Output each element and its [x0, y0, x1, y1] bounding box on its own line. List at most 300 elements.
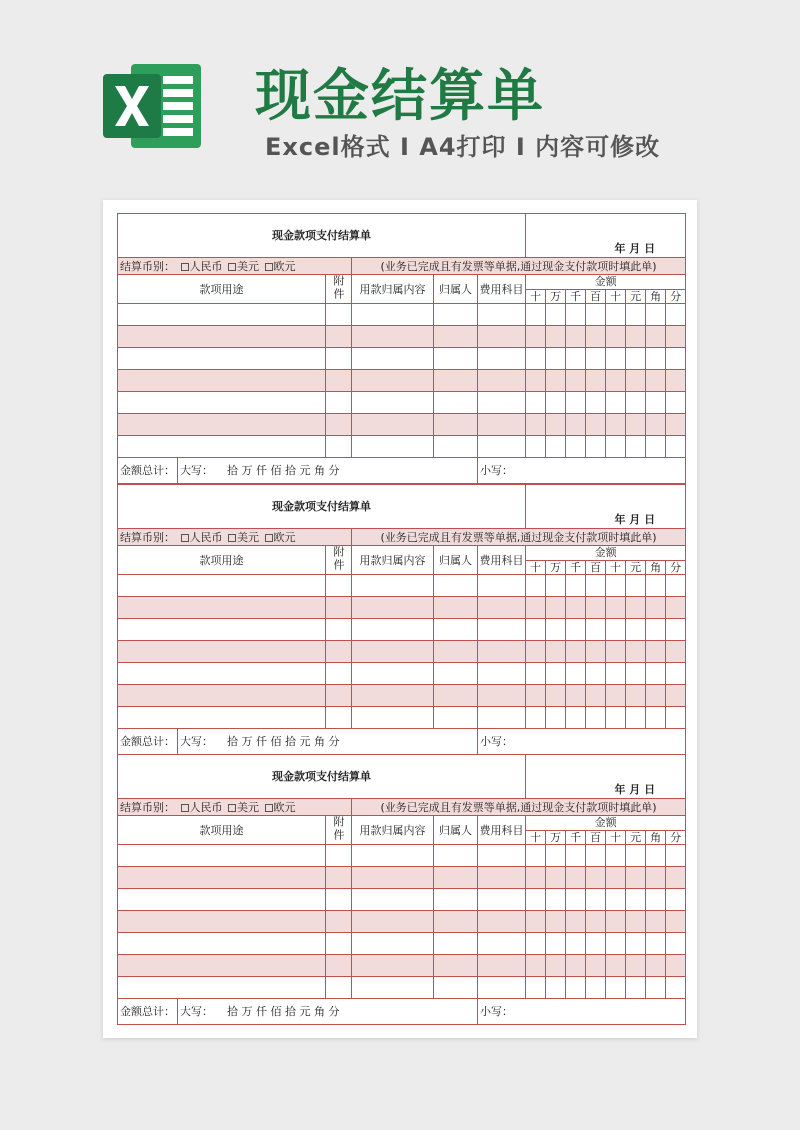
table-cell[interactable]	[646, 663, 666, 685]
table-cell[interactable]	[352, 911, 434, 933]
table-cell[interactable]	[566, 597, 586, 619]
table-cell[interactable]	[526, 326, 546, 348]
table-cell[interactable]	[646, 304, 666, 326]
table-cell[interactable]	[666, 348, 686, 370]
currency-checkbox[interactable]	[181, 804, 189, 812]
table-cell[interactable]	[586, 977, 606, 999]
table-cell[interactable]	[646, 911, 666, 933]
table-cell[interactable]	[546, 619, 566, 641]
table-cell[interactable]	[646, 348, 666, 370]
table-cell[interactable]	[326, 575, 352, 597]
table-cell[interactable]	[434, 977, 478, 999]
table-cell[interactable]	[566, 575, 586, 597]
table-cell[interactable]	[666, 414, 686, 436]
table-cell[interactable]	[606, 641, 626, 663]
table-cell[interactable]	[586, 955, 606, 977]
table-cell[interactable]	[118, 911, 326, 933]
table-cell[interactable]	[546, 911, 566, 933]
table-cell[interactable]	[546, 370, 566, 392]
table-cell[interactable]	[646, 977, 666, 999]
table-cell[interactable]	[526, 845, 546, 867]
table-cell[interactable]	[526, 436, 546, 458]
table-cell[interactable]	[478, 977, 526, 999]
table-cell[interactable]	[478, 911, 526, 933]
table-cell[interactable]	[566, 641, 586, 663]
table-cell[interactable]	[626, 392, 646, 414]
table-cell[interactable]	[586, 641, 606, 663]
table-cell[interactable]	[526, 619, 546, 641]
table-cell[interactable]	[434, 685, 478, 707]
table-cell[interactable]	[626, 955, 646, 977]
table-cell[interactable]	[434, 392, 478, 414]
table-cell[interactable]	[478, 597, 526, 619]
table-cell[interactable]	[526, 955, 546, 977]
table-cell[interactable]	[626, 867, 646, 889]
table-cell[interactable]	[352, 685, 434, 707]
table-cell[interactable]	[326, 707, 352, 729]
digit-header: 十	[606, 289, 626, 304]
table-cell[interactable]	[526, 867, 546, 889]
table-cell[interactable]	[526, 348, 546, 370]
table-cell[interactable]	[606, 392, 626, 414]
table-cell[interactable]	[606, 845, 626, 867]
table-cell[interactable]	[606, 304, 626, 326]
table-cell[interactable]	[626, 619, 646, 641]
currency-checkbox[interactable]	[265, 804, 273, 812]
table-cell[interactable]	[606, 370, 626, 392]
table-cell[interactable]	[586, 707, 606, 729]
table-cell[interactable]	[646, 933, 666, 955]
table-cell[interactable]	[626, 597, 646, 619]
table-cell[interactable]	[434, 933, 478, 955]
table-cell[interactable]	[526, 575, 546, 597]
currency-checkbox[interactable]	[228, 804, 236, 812]
col-subject-header: 费用科目	[478, 275, 526, 304]
table-cell[interactable]	[352, 707, 434, 729]
table-cell[interactable]	[526, 663, 546, 685]
table-cell[interactable]	[118, 304, 326, 326]
table-cell[interactable]	[352, 889, 434, 911]
table-cell[interactable]	[586, 889, 606, 911]
table-cell[interactable]	[666, 370, 686, 392]
table-cell[interactable]	[326, 619, 352, 641]
table-cell[interactable]	[478, 663, 526, 685]
table-cell[interactable]	[478, 889, 526, 911]
table-cell[interactable]	[118, 575, 326, 597]
table-cell[interactable]	[352, 326, 434, 348]
table-cell[interactable]	[626, 707, 646, 729]
table-cell[interactable]	[478, 933, 526, 955]
table-cell[interactable]	[566, 392, 586, 414]
table-cell[interactable]	[586, 619, 606, 641]
table-cell[interactable]	[566, 685, 586, 707]
table-cell[interactable]	[586, 685, 606, 707]
table-cell[interactable]	[478, 436, 526, 458]
table-cell[interactable]	[326, 889, 352, 911]
lower-label: 小写：	[480, 1005, 513, 1018]
currency-checkbox[interactable]	[228, 534, 236, 542]
table-cell[interactable]	[546, 436, 566, 458]
table-cell[interactable]	[434, 867, 478, 889]
table-cell[interactable]	[626, 933, 646, 955]
table-cell[interactable]	[326, 685, 352, 707]
table-cell[interactable]	[646, 685, 666, 707]
lower-label: 小写：	[480, 464, 513, 477]
table-cell[interactable]	[626, 370, 646, 392]
table-cell[interactable]	[326, 348, 352, 370]
currency-checkbox[interactable]	[181, 534, 189, 542]
table-cell[interactable]	[666, 597, 686, 619]
form-date[interactable]: 年 月 日	[526, 755, 686, 799]
table-cell[interactable]	[606, 889, 626, 911]
table-cell[interactable]	[478, 641, 526, 663]
table-cell[interactable]	[586, 392, 606, 414]
table-cell[interactable]	[546, 707, 566, 729]
table-cell[interactable]	[646, 955, 666, 977]
table-cell[interactable]	[566, 707, 586, 729]
table-cell[interactable]	[118, 933, 326, 955]
table-cell[interactable]	[586, 348, 606, 370]
table-row	[118, 845, 686, 867]
table-cell[interactable]	[666, 575, 686, 597]
table-cell[interactable]	[666, 685, 686, 707]
table-cell[interactable]	[434, 304, 478, 326]
table-cell[interactable]	[646, 392, 666, 414]
table-cell[interactable]	[546, 977, 566, 999]
table-cell[interactable]	[626, 326, 646, 348]
table-cell[interactable]	[434, 597, 478, 619]
currency-usd: 美元	[237, 800, 259, 814]
table-cell[interactable]	[478, 575, 526, 597]
table-cell[interactable]	[352, 370, 434, 392]
table-cell[interactable]	[666, 436, 686, 458]
table-cell[interactable]	[352, 641, 434, 663]
table-cell[interactable]	[118, 436, 326, 458]
table-cell[interactable]	[546, 392, 566, 414]
table-cell[interactable]	[606, 575, 626, 597]
table-cell[interactable]	[326, 304, 352, 326]
table-cell[interactable]	[606, 414, 626, 436]
table-cell[interactable]	[606, 955, 626, 977]
table-cell[interactable]	[666, 326, 686, 348]
table-cell[interactable]	[546, 889, 566, 911]
table-cell[interactable]	[606, 933, 626, 955]
total-lower[interactable]	[478, 999, 686, 1025]
table-cell[interactable]	[326, 845, 352, 867]
table-cell[interactable]	[326, 933, 352, 955]
table-cell[interactable]	[646, 597, 666, 619]
table-cell[interactable]	[626, 845, 646, 867]
table-cell[interactable]	[546, 845, 566, 867]
table-cell[interactable]	[546, 304, 566, 326]
table-cell[interactable]	[646, 436, 666, 458]
table-cell[interactable]	[566, 619, 586, 641]
digit-header: 万	[546, 830, 566, 845]
table-cell[interactable]	[526, 370, 546, 392]
table-cell[interactable]	[118, 889, 326, 911]
table-cell[interactable]	[118, 845, 326, 867]
table-cell[interactable]	[646, 641, 666, 663]
table-cell[interactable]	[352, 867, 434, 889]
table-cell[interactable]	[352, 955, 434, 977]
table-cell[interactable]	[626, 348, 646, 370]
table-cell[interactable]	[666, 845, 686, 867]
table-cell[interactable]	[526, 597, 546, 619]
table-cell[interactable]	[352, 348, 434, 370]
table-cell[interactable]	[326, 867, 352, 889]
table-cell[interactable]	[546, 663, 566, 685]
table-cell[interactable]	[546, 685, 566, 707]
table-cell[interactable]	[434, 845, 478, 867]
table-cell[interactable]	[526, 392, 546, 414]
table-cell[interactable]	[352, 414, 434, 436]
table-cell[interactable]	[118, 414, 326, 436]
table-cell[interactable]	[646, 326, 666, 348]
table-cell[interactable]	[118, 370, 326, 392]
table-cell[interactable]	[352, 619, 434, 641]
table-cell[interactable]	[526, 977, 546, 999]
table-cell[interactable]	[478, 370, 526, 392]
table-cell[interactable]	[546, 414, 566, 436]
total-lower[interactable]	[478, 729, 686, 755]
table-cell[interactable]	[118, 597, 326, 619]
table-cell[interactable]	[606, 685, 626, 707]
table-cell[interactable]	[666, 392, 686, 414]
table-cell[interactable]	[666, 955, 686, 977]
table-cell[interactable]	[586, 845, 606, 867]
table-cell[interactable]	[118, 707, 326, 729]
table-cell[interactable]	[586, 326, 606, 348]
table-cell[interactable]	[646, 707, 666, 729]
table-cell[interactable]	[352, 663, 434, 685]
currency-checkbox[interactable]	[228, 263, 236, 271]
table-cell[interactable]	[666, 641, 686, 663]
table-cell[interactable]	[586, 414, 606, 436]
table-cell[interactable]	[526, 889, 546, 911]
table-cell[interactable]	[546, 955, 566, 977]
table-cell[interactable]	[434, 619, 478, 641]
table-cell[interactable]	[666, 977, 686, 999]
table-cell[interactable]	[326, 663, 352, 685]
table-cell[interactable]	[566, 663, 586, 685]
table-cell[interactable]	[666, 933, 686, 955]
table-cell[interactable]	[118, 326, 326, 348]
table-cell[interactable]	[326, 641, 352, 663]
table-cell[interactable]	[586, 663, 606, 685]
table-cell[interactable]	[626, 663, 646, 685]
table-cell[interactable]	[434, 707, 478, 729]
table-cell[interactable]	[626, 641, 646, 663]
table-cell[interactable]	[566, 933, 586, 955]
table-cell[interactable]	[606, 436, 626, 458]
table-cell[interactable]	[352, 304, 434, 326]
table-cell[interactable]	[606, 977, 626, 999]
table-cell[interactable]	[118, 977, 326, 999]
table-cell[interactable]	[606, 911, 626, 933]
table-cell[interactable]	[546, 575, 566, 597]
table-cell[interactable]	[626, 911, 646, 933]
table-cell[interactable]	[606, 867, 626, 889]
total-upper[interactable]	[178, 999, 478, 1025]
table-cell[interactable]	[626, 889, 646, 911]
table-cell[interactable]	[626, 414, 646, 436]
table-cell[interactable]	[326, 911, 352, 933]
table-cell[interactable]	[478, 414, 526, 436]
table-cell[interactable]	[434, 370, 478, 392]
table-cell[interactable]	[626, 685, 646, 707]
table-cell[interactable]	[566, 867, 586, 889]
table-cell[interactable]	[666, 707, 686, 729]
table-cell[interactable]	[434, 436, 478, 458]
table-cell[interactable]	[478, 845, 526, 867]
table-cell[interactable]	[646, 370, 666, 392]
table-cell[interactable]	[526, 685, 546, 707]
table-cell[interactable]	[118, 663, 326, 685]
table-cell[interactable]	[478, 955, 526, 977]
table-cell[interactable]	[478, 348, 526, 370]
table-cell[interactable]	[646, 575, 666, 597]
total-lower[interactable]	[478, 458, 686, 484]
form-date[interactable]: 年 月 日	[526, 214, 686, 258]
table-cell[interactable]	[566, 304, 586, 326]
table-cell[interactable]	[606, 707, 626, 729]
table-cell[interactable]	[118, 619, 326, 641]
table-cell[interactable]	[546, 933, 566, 955]
table-cell[interactable]	[546, 867, 566, 889]
table-cell[interactable]	[566, 326, 586, 348]
table-cell[interactable]	[586, 370, 606, 392]
table-cell[interactable]	[526, 414, 546, 436]
table-cell[interactable]	[566, 911, 586, 933]
table-cell[interactable]	[586, 597, 606, 619]
table-cell[interactable]	[626, 575, 646, 597]
table-cell[interactable]	[666, 304, 686, 326]
table-cell[interactable]	[352, 575, 434, 597]
table-cell[interactable]	[326, 326, 352, 348]
table-cell[interactable]	[666, 867, 686, 889]
total-upper[interactable]	[178, 458, 478, 484]
upper-units: 拾 万 仟 佰 拾 元 角 分	[227, 464, 340, 477]
table-cell[interactable]	[434, 641, 478, 663]
table-cell[interactable]	[566, 845, 586, 867]
table-cell[interactable]	[118, 685, 326, 707]
currency-checkbox[interactable]	[181, 263, 189, 271]
table-cell[interactable]	[118, 641, 326, 663]
table-cell[interactable]	[566, 889, 586, 911]
table-cell[interactable]	[546, 348, 566, 370]
table-cell[interactable]	[526, 911, 546, 933]
table-cell[interactable]	[118, 348, 326, 370]
table-cell[interactable]	[434, 911, 478, 933]
table-cell[interactable]	[526, 304, 546, 326]
table-cell[interactable]	[626, 304, 646, 326]
table-cell[interactable]	[566, 414, 586, 436]
table-cell[interactable]	[478, 619, 526, 641]
table-cell[interactable]	[646, 889, 666, 911]
table-cell[interactable]	[478, 304, 526, 326]
table-cell[interactable]	[326, 414, 352, 436]
table-cell[interactable]	[606, 597, 626, 619]
table-cell[interactable]	[352, 436, 434, 458]
table-cell[interactable]	[478, 326, 526, 348]
table-cell[interactable]	[352, 977, 434, 999]
table-cell[interactable]	[546, 597, 566, 619]
total-upper[interactable]	[178, 729, 478, 755]
table-cell[interactable]	[666, 889, 686, 911]
table-cell[interactable]	[606, 326, 626, 348]
table-cell[interactable]	[606, 619, 626, 641]
table-cell[interactable]	[566, 436, 586, 458]
table-cell[interactable]	[666, 663, 686, 685]
table-cell[interactable]	[326, 370, 352, 392]
table-cell[interactable]	[666, 911, 686, 933]
table-cell[interactable]	[326, 436, 352, 458]
table-cell[interactable]	[586, 933, 606, 955]
table-cell[interactable]	[352, 392, 434, 414]
table-cell[interactable]	[326, 977, 352, 999]
table-cell[interactable]	[118, 867, 326, 889]
table-cell[interactable]	[434, 575, 478, 597]
table-cell[interactable]	[478, 867, 526, 889]
table-cell[interactable]	[526, 933, 546, 955]
table-cell[interactable]	[606, 663, 626, 685]
table-cell[interactable]	[478, 707, 526, 729]
table-cell[interactable]	[606, 348, 626, 370]
currency-checkbox[interactable]	[265, 263, 273, 271]
table-cell[interactable]	[646, 414, 666, 436]
table-cell[interactable]	[326, 597, 352, 619]
table-cell[interactable]	[352, 597, 434, 619]
table-cell[interactable]	[646, 845, 666, 867]
table-cell[interactable]	[434, 414, 478, 436]
table-cell[interactable]	[478, 392, 526, 414]
table-cell[interactable]	[434, 889, 478, 911]
table-cell[interactable]	[434, 348, 478, 370]
table-cell[interactable]	[434, 663, 478, 685]
table-cell[interactable]	[352, 933, 434, 955]
table-cell[interactable]	[586, 304, 606, 326]
table-cell[interactable]	[586, 911, 606, 933]
table-cell[interactable]	[526, 707, 546, 729]
table-cell[interactable]	[546, 326, 566, 348]
table-cell[interactable]	[646, 867, 666, 889]
table-cell[interactable]	[118, 392, 326, 414]
currency-checkbox[interactable]	[265, 534, 273, 542]
table-cell[interactable]	[586, 436, 606, 458]
table-cell[interactable]	[526, 641, 546, 663]
table-cell[interactable]	[434, 955, 478, 977]
table-cell[interactable]	[586, 575, 606, 597]
table-cell[interactable]	[646, 619, 666, 641]
form-date[interactable]: 年 月 日	[526, 485, 686, 529]
table-cell[interactable]	[566, 348, 586, 370]
table-cell[interactable]	[566, 370, 586, 392]
table-cell[interactable]	[352, 845, 434, 867]
table-row	[118, 933, 686, 955]
table-cell[interactable]	[626, 436, 646, 458]
table-cell[interactable]	[626, 977, 646, 999]
table-cell[interactable]	[566, 955, 586, 977]
table-cell[interactable]	[666, 619, 686, 641]
table-cell[interactable]	[586, 867, 606, 889]
table-cell[interactable]	[478, 685, 526, 707]
table-cell[interactable]	[434, 326, 478, 348]
table-cell[interactable]	[118, 955, 326, 977]
table-cell[interactable]	[326, 955, 352, 977]
table-cell[interactable]	[326, 392, 352, 414]
table-cell[interactable]	[566, 977, 586, 999]
table-cell[interactable]	[546, 641, 566, 663]
